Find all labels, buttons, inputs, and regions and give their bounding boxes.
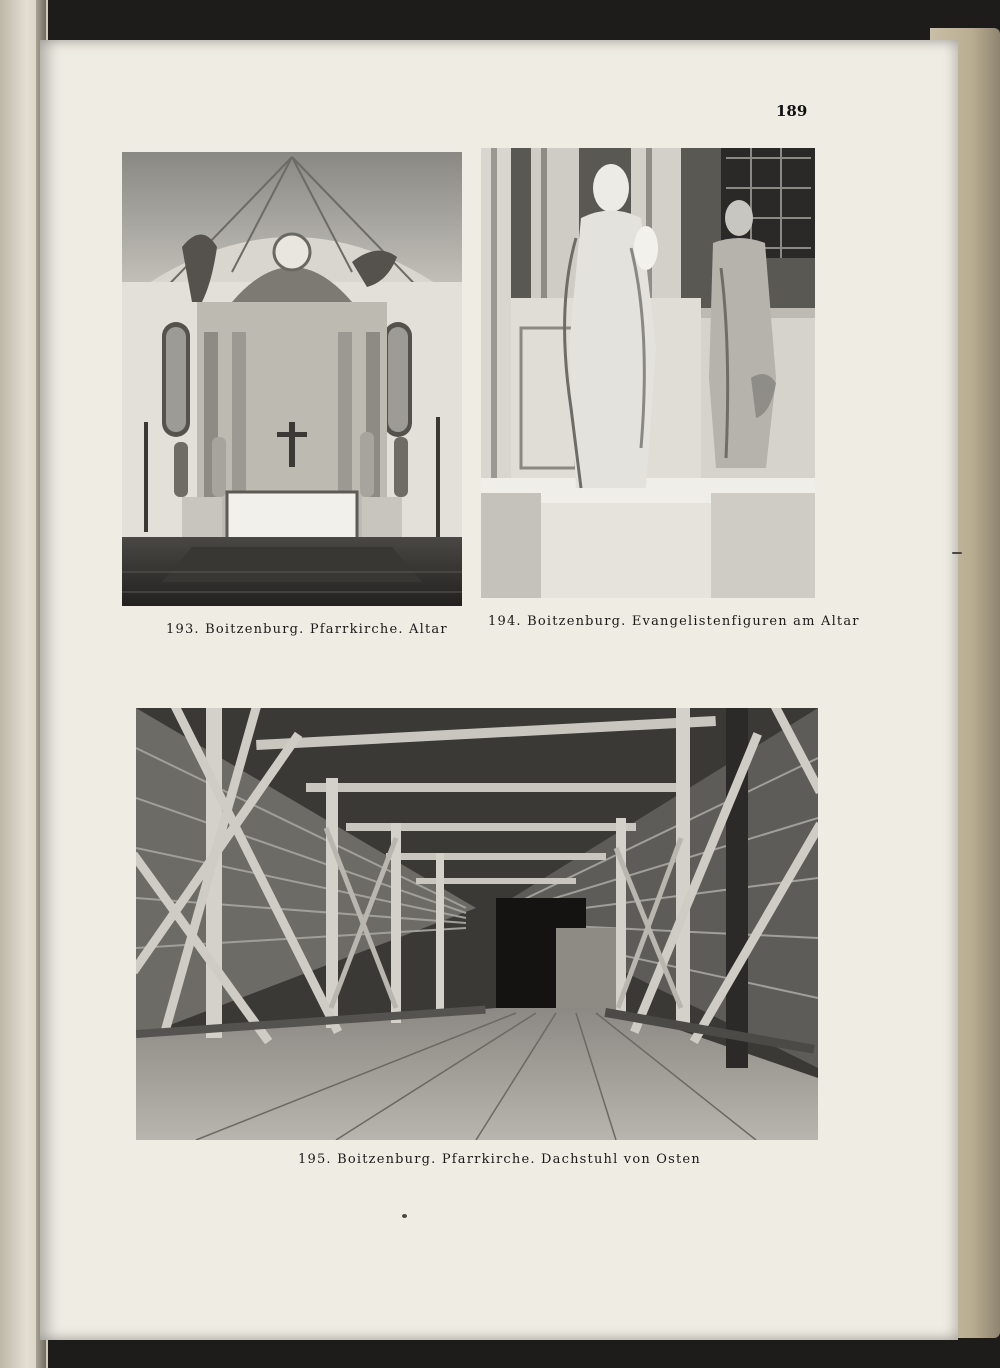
paper-speck [402, 1214, 407, 1218]
photo-roof-truss [136, 708, 818, 1140]
photo-altar [122, 152, 462, 606]
paper-mark [952, 552, 962, 554]
book-page [40, 40, 958, 1340]
caption-195: 195. Boitzenburg. Pfarrkirche. Dachstuhl von Osten [298, 1152, 701, 1167]
photo-evangelist-figures [481, 148, 815, 598]
page-number: 189 [776, 102, 808, 120]
caption-194: 194. Boitzenburg. Evangelistenfiguren am Altar [488, 614, 860, 629]
caption-193: 193. Boitzenburg. Pfarrkirche. Altar [166, 622, 448, 637]
